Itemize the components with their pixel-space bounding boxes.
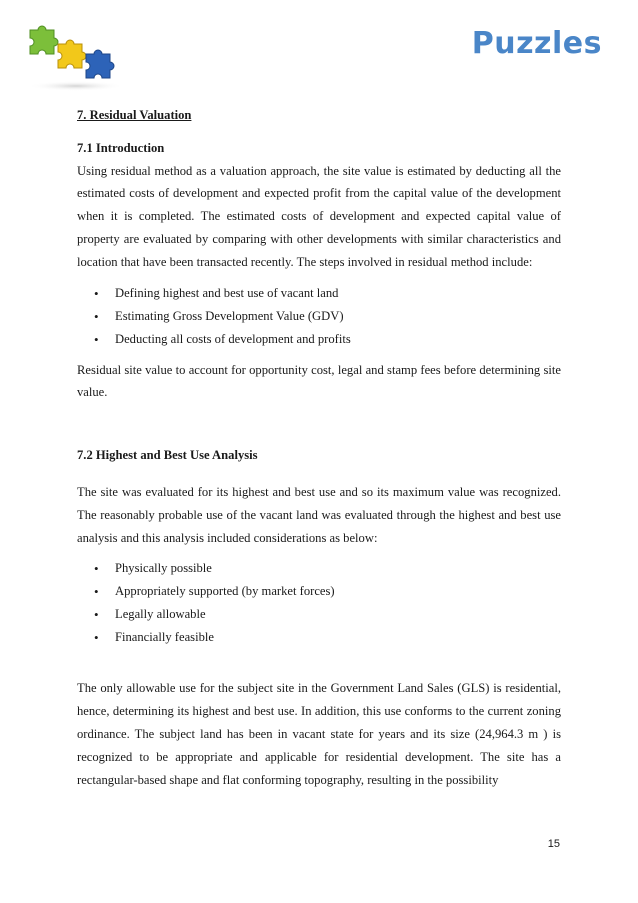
list-item: • Estimating Gross Development Value (GDV) bbox=[115, 305, 561, 328]
puzzle-pieces-icon bbox=[24, 20, 124, 92]
page-number: 15 bbox=[547, 838, 560, 850]
hbu-paragraph: The site was evaluated for its highest and best use and so its maximum value was recognized. The reasonably probable use of the vacant land was evaluated through the highest and best use analysis and this analysis included considerations as below: bbox=[77, 484, 561, 545]
list-item: • Appropriately supported (by market forces) bbox=[115, 580, 561, 603]
residual-note: Residual site value to account for opportunity cost, legal and stamp fees before determining site value. bbox=[77, 362, 561, 400]
document-body bbox=[77, 104, 561, 791]
list-item: • Financially feasible bbox=[115, 626, 561, 649]
intro-paragraph: Using residual method as a valuation approach, the site value is estimated by deducting all the estimated costs of development and expected profit from the capital value of the development when it is completed. The estimated costs of development and expected capital value of property are evaluated by comparing with other developments with similar characteristics and location that have been transacted recently. The steps involved in residual method include: bbox=[77, 163, 561, 269]
considerations-list bbox=[77, 557, 561, 649]
list-item: • Legally allowable bbox=[115, 603, 561, 626]
list-item: • Deducting all costs of development and profits bbox=[115, 328, 561, 351]
list-item: • Defining highest and best use of vacant land bbox=[115, 282, 561, 305]
closing-paragraph: The only allowable use for the subject site in the Government Land Sales (GLS) is residential, hence, determining its highest and best use. In addition, this use conforms to the current zoning ordinance. The subject land has been in vacant state for years and its size (24,964.3 m ) is recognized to be appropriate and applicable for residential development. The site has a rectangular-based shape and flat conforming topography, resulting in the possibility bbox=[77, 681, 561, 787]
intro-heading: 7.1 Introduction bbox=[77, 140, 165, 155]
hbu-heading: 7.2 Highest and Best Use Analysis bbox=[77, 448, 258, 463]
steps-list bbox=[77, 282, 561, 351]
brand-title: Puzzles bbox=[471, 26, 602, 61]
section-title: 7. Residual Valuation bbox=[77, 108, 192, 122]
list-item: • Physically possible bbox=[115, 557, 561, 580]
